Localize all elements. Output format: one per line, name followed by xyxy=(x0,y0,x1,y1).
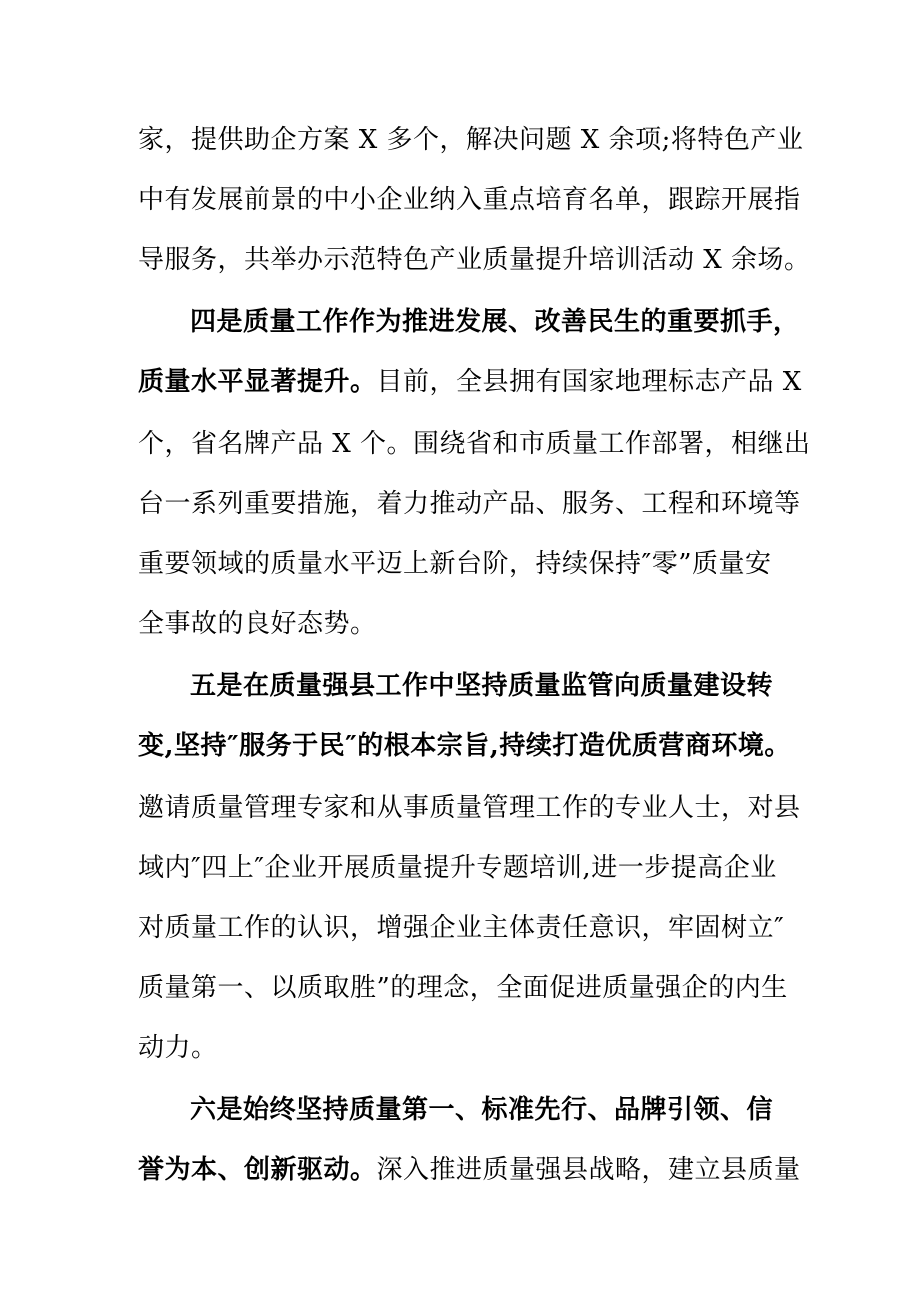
text-segment: 对质量工作的认识，增强企业主体责任意识，牢固树立″ xyxy=(138,913,785,943)
bold-text-segment: 四是质量工作作为推进发展、改善民生的重要抓手， xyxy=(190,307,800,337)
text-segment: 邀请质量管理专家和从事质量管理工作的专业人士，对县 xyxy=(138,793,801,823)
bold-text-segment: 变,坚持″服务于民″的根本宗旨,持续打造优质营商环境。 xyxy=(138,731,791,761)
paragraph-line xyxy=(138,244,811,276)
paragraph-line xyxy=(138,488,801,520)
text-segment: 目前，全县拥有国家地理标志产品 X xyxy=(376,367,802,397)
section-heading-5 xyxy=(190,670,798,702)
section-heading-4 xyxy=(190,306,798,338)
paragraph-line xyxy=(138,184,801,216)
bold-text-segment: 六是始终坚持质量第一、标准先行、品牌引领、信 xyxy=(190,1095,774,1125)
bold-text-segment: 誉为本、创新驱动。 xyxy=(138,1155,377,1185)
paragraph-line xyxy=(138,1154,801,1186)
text-segment: 中有发展前景的中小企业纳入重点培育名单，跟踪开展指 xyxy=(138,185,801,215)
paragraph-line xyxy=(138,730,798,762)
text-segment: 家，提供助企方案 X 多个，解决问题 X 余项;将特色产业 xyxy=(138,125,804,155)
paragraph-line xyxy=(138,124,804,156)
text-segment: 深入推进质量强县战略，建立县质量 xyxy=(376,1155,801,1185)
text-segment: 动力。 xyxy=(138,1033,218,1063)
text-segment: 个，省名牌产品 X 个。围绕省和市质量工作部署，相继出 xyxy=(138,429,811,459)
bold-text-segment: 五是在质量强县工作中坚持质量监管向质量建设转 xyxy=(190,671,774,701)
paragraph-line xyxy=(138,1032,798,1064)
paragraph-line xyxy=(138,366,802,398)
text-segment: 导服务，共举办示范特色产业质量提升培训活动 X 余场。 xyxy=(138,245,811,275)
text-segment: 全事故的良好态势。 xyxy=(138,609,377,639)
paragraph-line xyxy=(138,912,798,944)
paragraph-line xyxy=(138,972,798,1004)
section-heading-6 xyxy=(190,1094,798,1126)
text-segment: 质量第一、以质取胜”的理念，全面促进质量强企的内生 xyxy=(138,973,788,1003)
paragraph-line xyxy=(138,608,798,640)
paragraph-line xyxy=(138,428,811,460)
paragraph-line xyxy=(138,548,798,580)
text-segment: 重要领域的质量水平迈上新台阶，持续保持″零”质量安 xyxy=(138,549,772,579)
text-segment: 台一系列重要措施，着力推动产品、服务、工程和环境等 xyxy=(138,489,801,519)
text-segment: 域内″四上″企业开展质量提升专题培训,进一步提高企业 xyxy=(138,853,777,883)
paragraph-line xyxy=(138,852,798,884)
paragraph-line xyxy=(138,792,801,824)
bold-text-segment: 质量水平显著提升。 xyxy=(138,367,377,397)
